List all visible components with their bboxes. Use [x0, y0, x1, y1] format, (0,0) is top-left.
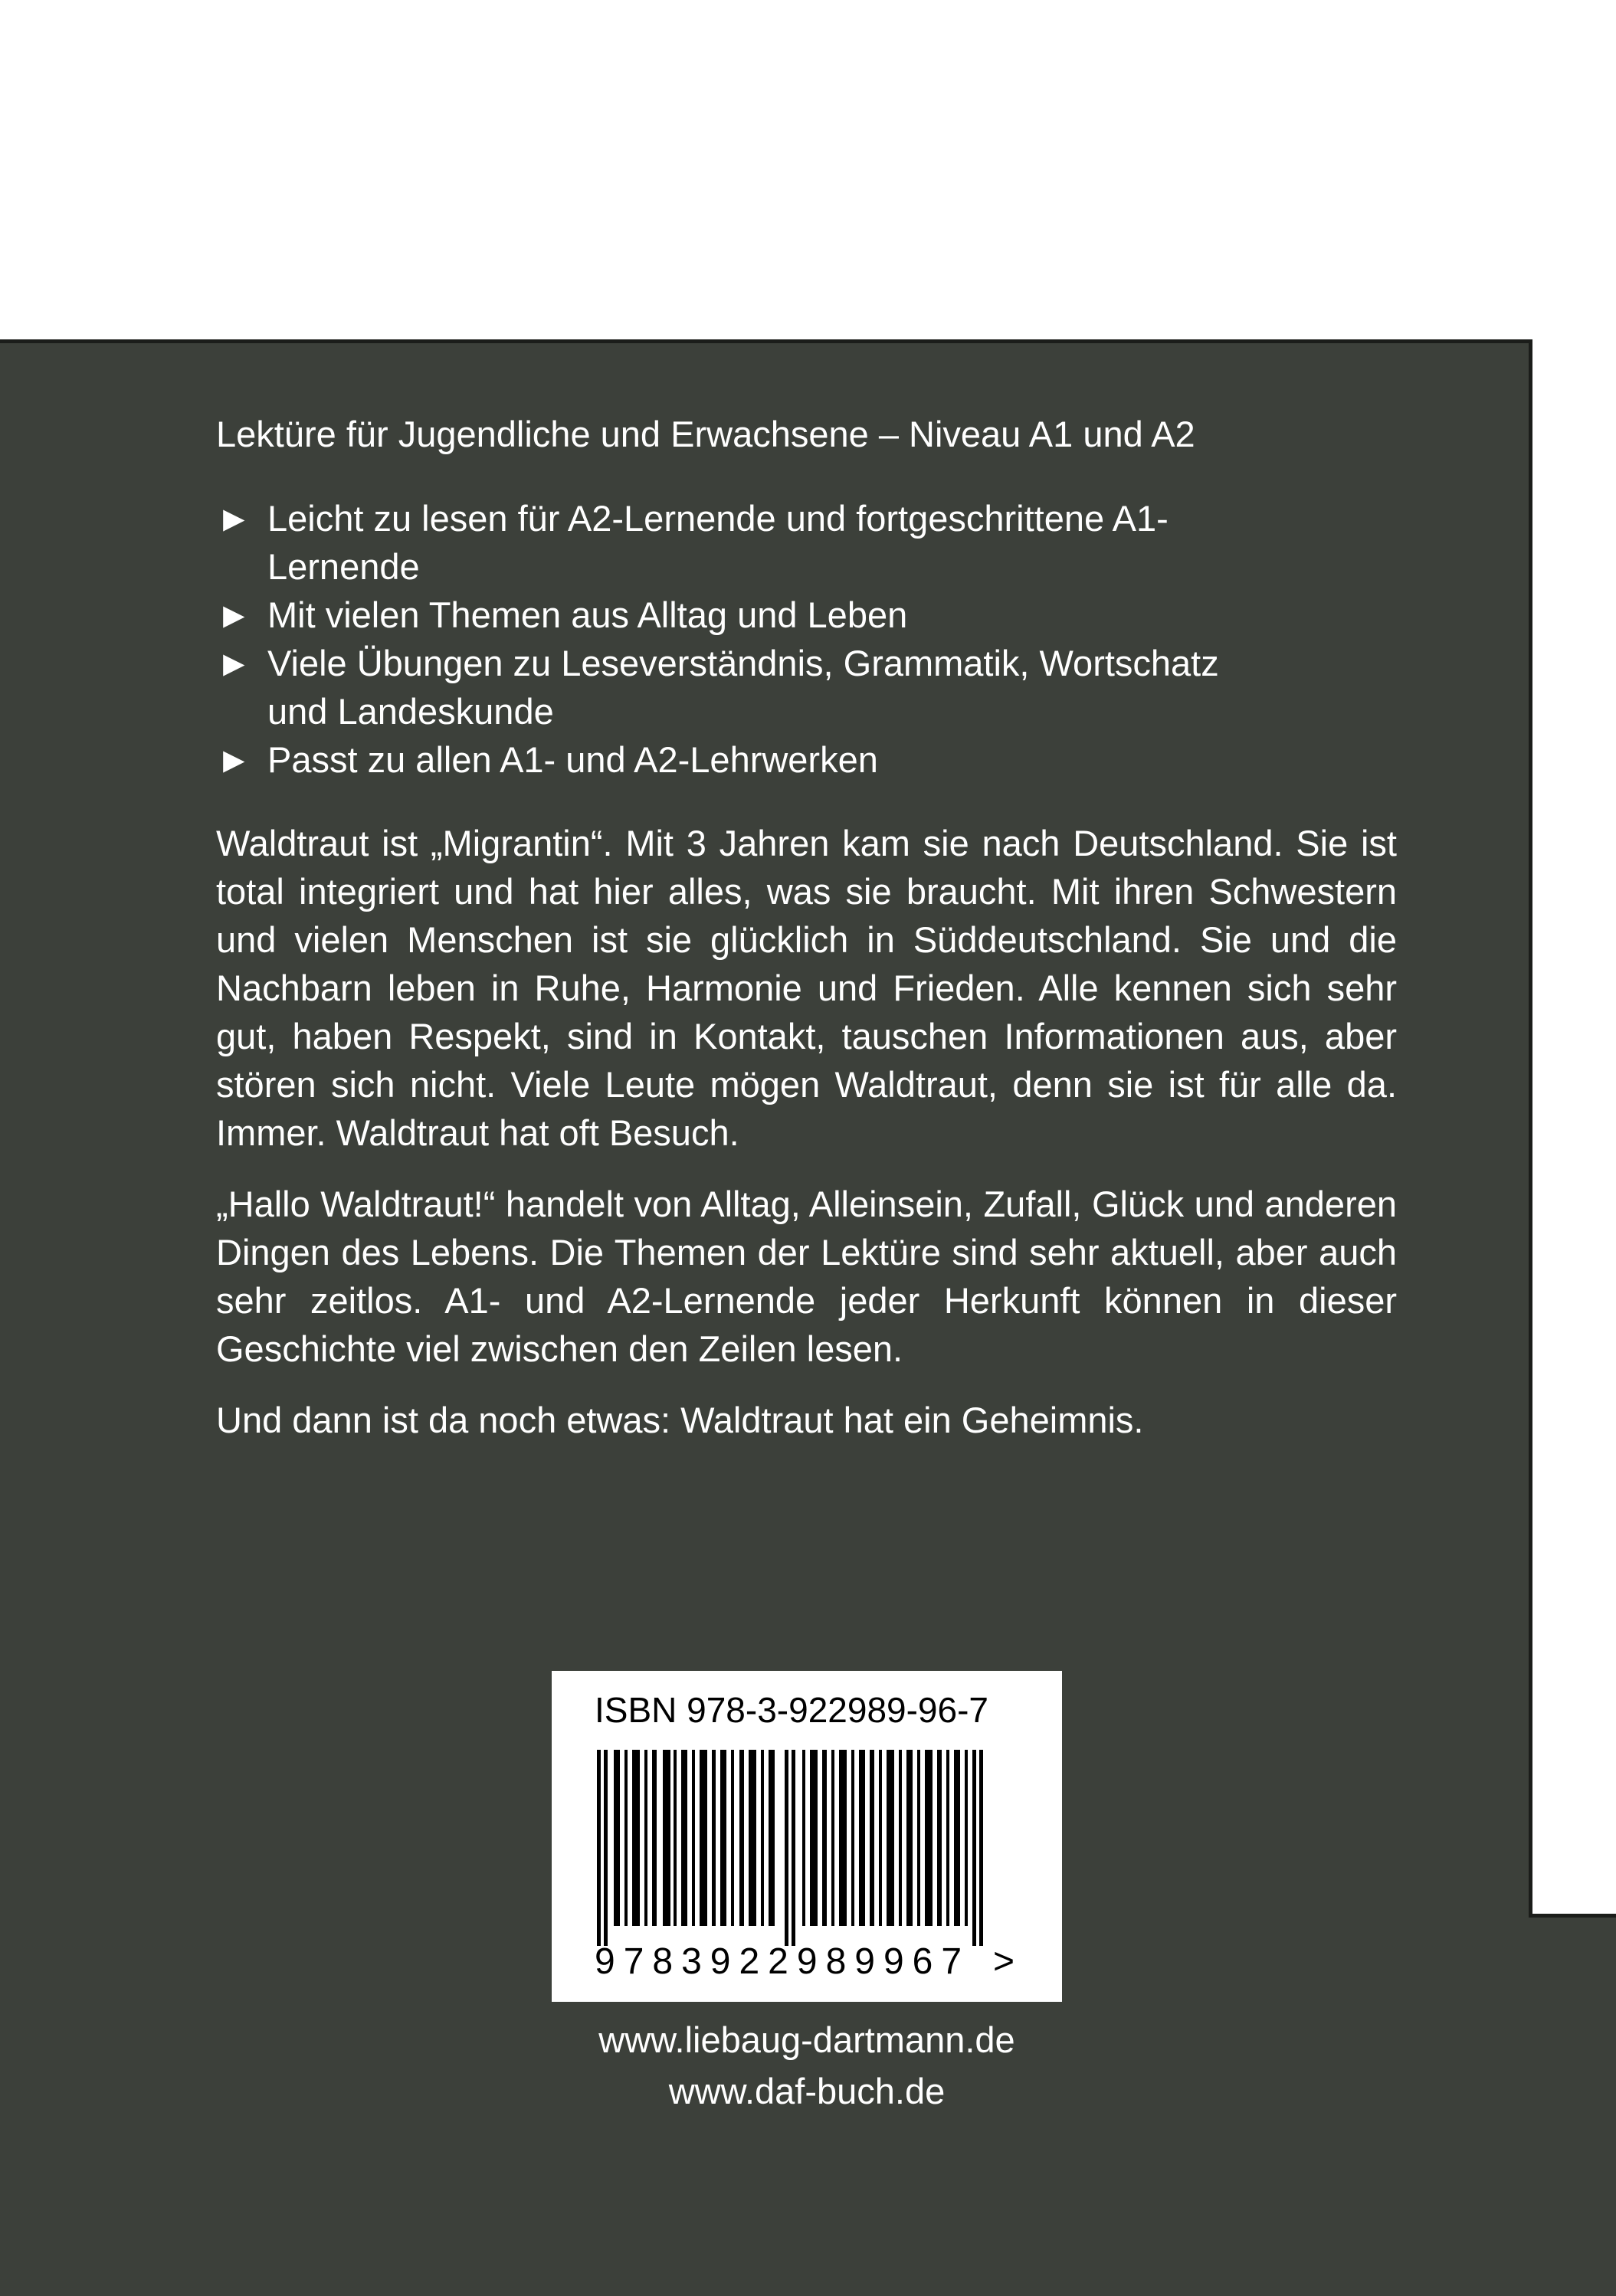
- feature-line: Mit vielen Themen aus Alltag und Leben: [267, 594, 908, 635]
- feature-line: Passt zu allen A1- und A2-Lehrwerken: [267, 739, 878, 780]
- triangle-bullet-icon: ►: [216, 739, 252, 780]
- triangle-bullet-icon: ►: [216, 594, 252, 635]
- barcode-digits: 9783922989967: [595, 1941, 971, 1982]
- blurb-paragraph: Waldtraut ist „Migrantin“. Mit 3 Jahren kam sie nach Deutschland. Sie ist total integriert und hat hier alles, was sie braucht. Mit ihren Schwestern und vielen Menschen ist sie glücklich in Süddeutschland. Sie und die Nachbarn leben in Ruhe, Harmonie und Frieden. Alle kennen sich sehr gut, haben Respekt, sind in Kontakt, tauschen Informationen aus, aber stören sich nicht. Viele Leute mögen Waldtraut, denn sie ist für alle da. Immer. Waldtraut hat oft Besuch.: [216, 823, 1397, 1153]
- feature-line: Viele Übungen zu Leseverständnis, Grammatik, Wortschatz: [267, 643, 1219, 683]
- level-subtitle: Lektüre für Jugendliche und Erwachsene – Niveau A1 und A2: [216, 414, 1195, 454]
- blurb-paragraph: „Hallo Waldtraut!“ handelt von Alltag, Alleinsein, Zufall, Glück und anderen Dingen des Lebens. Die Themen der Lektüre sind sehr aktuell, aber auch sehr zeitlos. A1- und A2-Lernende jeder Herkunft können in dieser Geschichte viel zwischen den Zeilen lesen.: [216, 1184, 1397, 1369]
- blurb-paragraph: Und dann ist da noch etwas: Waldtraut hat ein Geheimnis.: [216, 1400, 1144, 1440]
- feature-item: [216, 735, 1397, 784]
- feature-item: [216, 591, 1397, 639]
- feature-line: Leicht zu lesen für A2-Lernende und fortgeschrittene A1-: [267, 498, 1169, 539]
- feature-item: [216, 639, 1397, 735]
- barcode-bars-icon: [597, 1750, 995, 1946]
- isbn-label: ISBN 978-3-922989-96-7: [595, 1690, 988, 1730]
- feature-list: [216, 494, 1397, 784]
- cover-edge-panel: [1529, 1914, 1616, 2296]
- back-cover-text: [216, 410, 1397, 1444]
- triangle-bullet-icon: ►: [216, 498, 252, 539]
- feature-item: [216, 494, 1397, 591]
- daf-buch-website-link[interactable]: www.daf-buch.de: [668, 2071, 946, 2111]
- barcode-arrow-icon: >: [993, 1941, 1015, 1982]
- triangle-bullet-icon: ►: [216, 643, 252, 683]
- feature-line: Lernende: [267, 546, 420, 587]
- isbn-barcode: [552, 1671, 1062, 2002]
- feature-line: und Landeskunde: [267, 691, 554, 732]
- publisher-website-link[interactable]: www.liebaug-dartmann.de: [598, 2019, 1015, 2060]
